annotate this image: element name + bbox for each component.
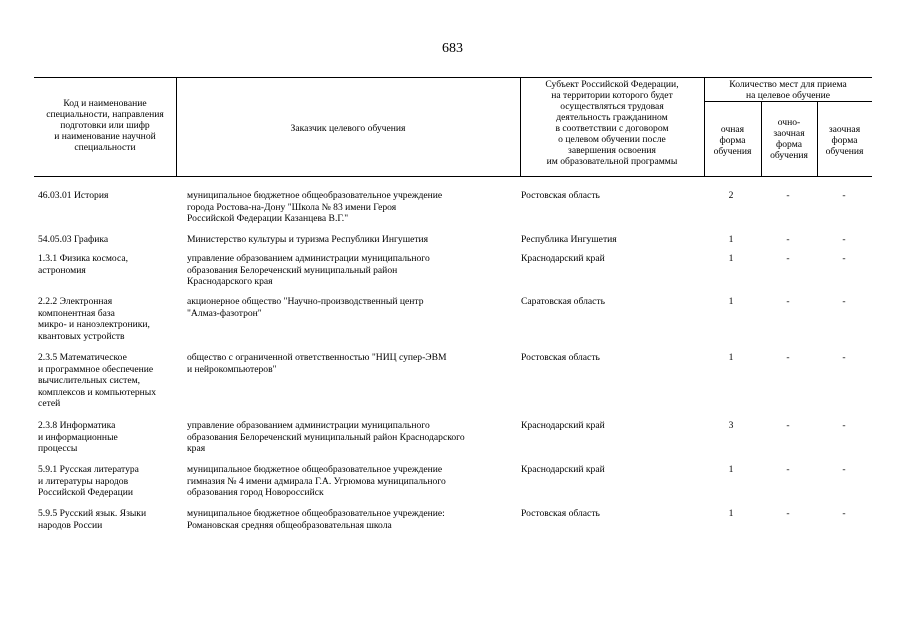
row-region: Ростовская область: [521, 352, 600, 363]
header-full-time: очная форма обучения: [713, 124, 752, 157]
row-full-time: 1: [728, 464, 734, 475]
header-top-rule: [34, 77, 872, 78]
row-mixed: -: [786, 296, 790, 307]
row-mixed: -: [786, 352, 790, 363]
row-full-time: 1: [728, 508, 734, 519]
row-customer: акционерное общество "Научно-производственный центр "Алмаз-фазотрон": [187, 296, 424, 319]
row-full-time: 1: [728, 352, 734, 363]
row-region: Краснодарский край: [521, 420, 605, 431]
row-code: 54.05.03 Графика: [38, 234, 109, 245]
row-code: 5.9.1 Русская литература и литературы народов Российской Федерации: [38, 464, 139, 498]
page-number: 683: [442, 41, 463, 56]
row-mixed: -: [786, 464, 790, 475]
header-customer: Заказчик целевого обучения: [290, 123, 406, 134]
row-full-time: 2: [728, 190, 734, 201]
row-full-time: 1: [728, 253, 734, 264]
header-bottom-rule: [34, 176, 872, 177]
header-seats: Количество мест для приема на целевое обучение: [729, 79, 847, 101]
row-region: Республика Ингушетия: [521, 234, 617, 245]
row-part-time: -: [842, 234, 846, 245]
row-customer: муниципальное бюджетное общеобразовательное учреждение гимназия № 4 имени адмирала Г.А. Угрюмова муниципального образования город Новороссийск: [187, 464, 446, 498]
row-customer: муниципальное бюджетное общеобразовательное учреждение города Ростова-на-Дону "Школа № 83 имени Героя Российской Федерации Казанцева В.Г.": [187, 190, 443, 224]
row-region: Ростовская область: [521, 190, 600, 201]
row-customer: управление образованием администрации муниципального образования Белореченский муниципальный район Краснодарского края: [187, 420, 465, 454]
row-part-time: -: [842, 508, 846, 519]
row-mixed: -: [786, 253, 790, 264]
header-mixed: очно- заочная форма обучения: [770, 117, 808, 161]
row-customer: управление образованием администрации муниципального образования Белореченский муниципальный район Краснодарского края: [187, 253, 430, 287]
header-part-time: заочная форма обучения: [825, 124, 864, 157]
row-region: Краснодарский край: [521, 253, 605, 264]
row-mixed: -: [786, 508, 790, 519]
row-full-time: 1: [728, 234, 734, 245]
row-customer: Министерство культуры и туризма Республики Ингушетия: [187, 234, 429, 245]
row-part-time: -: [842, 420, 846, 431]
row-region: Ростовская область: [521, 508, 600, 519]
row-customer: общество с ограниченной ответственностью "НИЦ супер-ЭВМ и нейрокомпьютеров": [187, 352, 447, 375]
row-mixed: -: [786, 234, 790, 245]
row-mixed: -: [786, 420, 790, 431]
row-code: 2.3.5 Математическое и программное обеспечение вычислительных систем, комплексов и компьютерных сетей: [38, 352, 157, 409]
header-sub-rule: [704, 101, 872, 102]
header-code: Код и наименование специальности, направления подготовки или шифр и наименование научной специальности: [46, 98, 164, 153]
row-region: Краснодарский край: [521, 464, 605, 475]
row-customer: муниципальное бюджетное общеобразовательное учреждение: Романовская средняя общеобразовательная школа: [187, 508, 445, 531]
row-part-time: -: [842, 352, 846, 363]
row-code: 5.9.5 Русский язык. Языки народов России: [38, 508, 147, 531]
row-full-time: 1: [728, 296, 734, 307]
row-code: 2.2.2 Электронная компонентная база микро- и наноэлектроники, квантовых устройств: [38, 296, 150, 342]
row-part-time: -: [842, 464, 846, 475]
row-code: 2.3.8 Информатика и информационные процессы: [38, 420, 118, 454]
row-code: 46.03.01 История: [38, 190, 109, 201]
row-full-time: 3: [728, 420, 734, 431]
header-region: Субъект Российской Федерации, на территории которого будет осуществляться трудовая деятельность гражданином в соответствии с договором о целевом обучении после завершения освоения им образовательной программы: [545, 79, 679, 167]
row-mixed: -: [786, 190, 790, 201]
row-part-time: -: [842, 253, 846, 264]
row-region: Саратовская область: [521, 296, 605, 307]
row-part-time: -: [842, 190, 846, 201]
row-part-time: -: [842, 296, 846, 307]
row-code: 1.3.1 Физика космоса, астрономия: [38, 253, 129, 276]
